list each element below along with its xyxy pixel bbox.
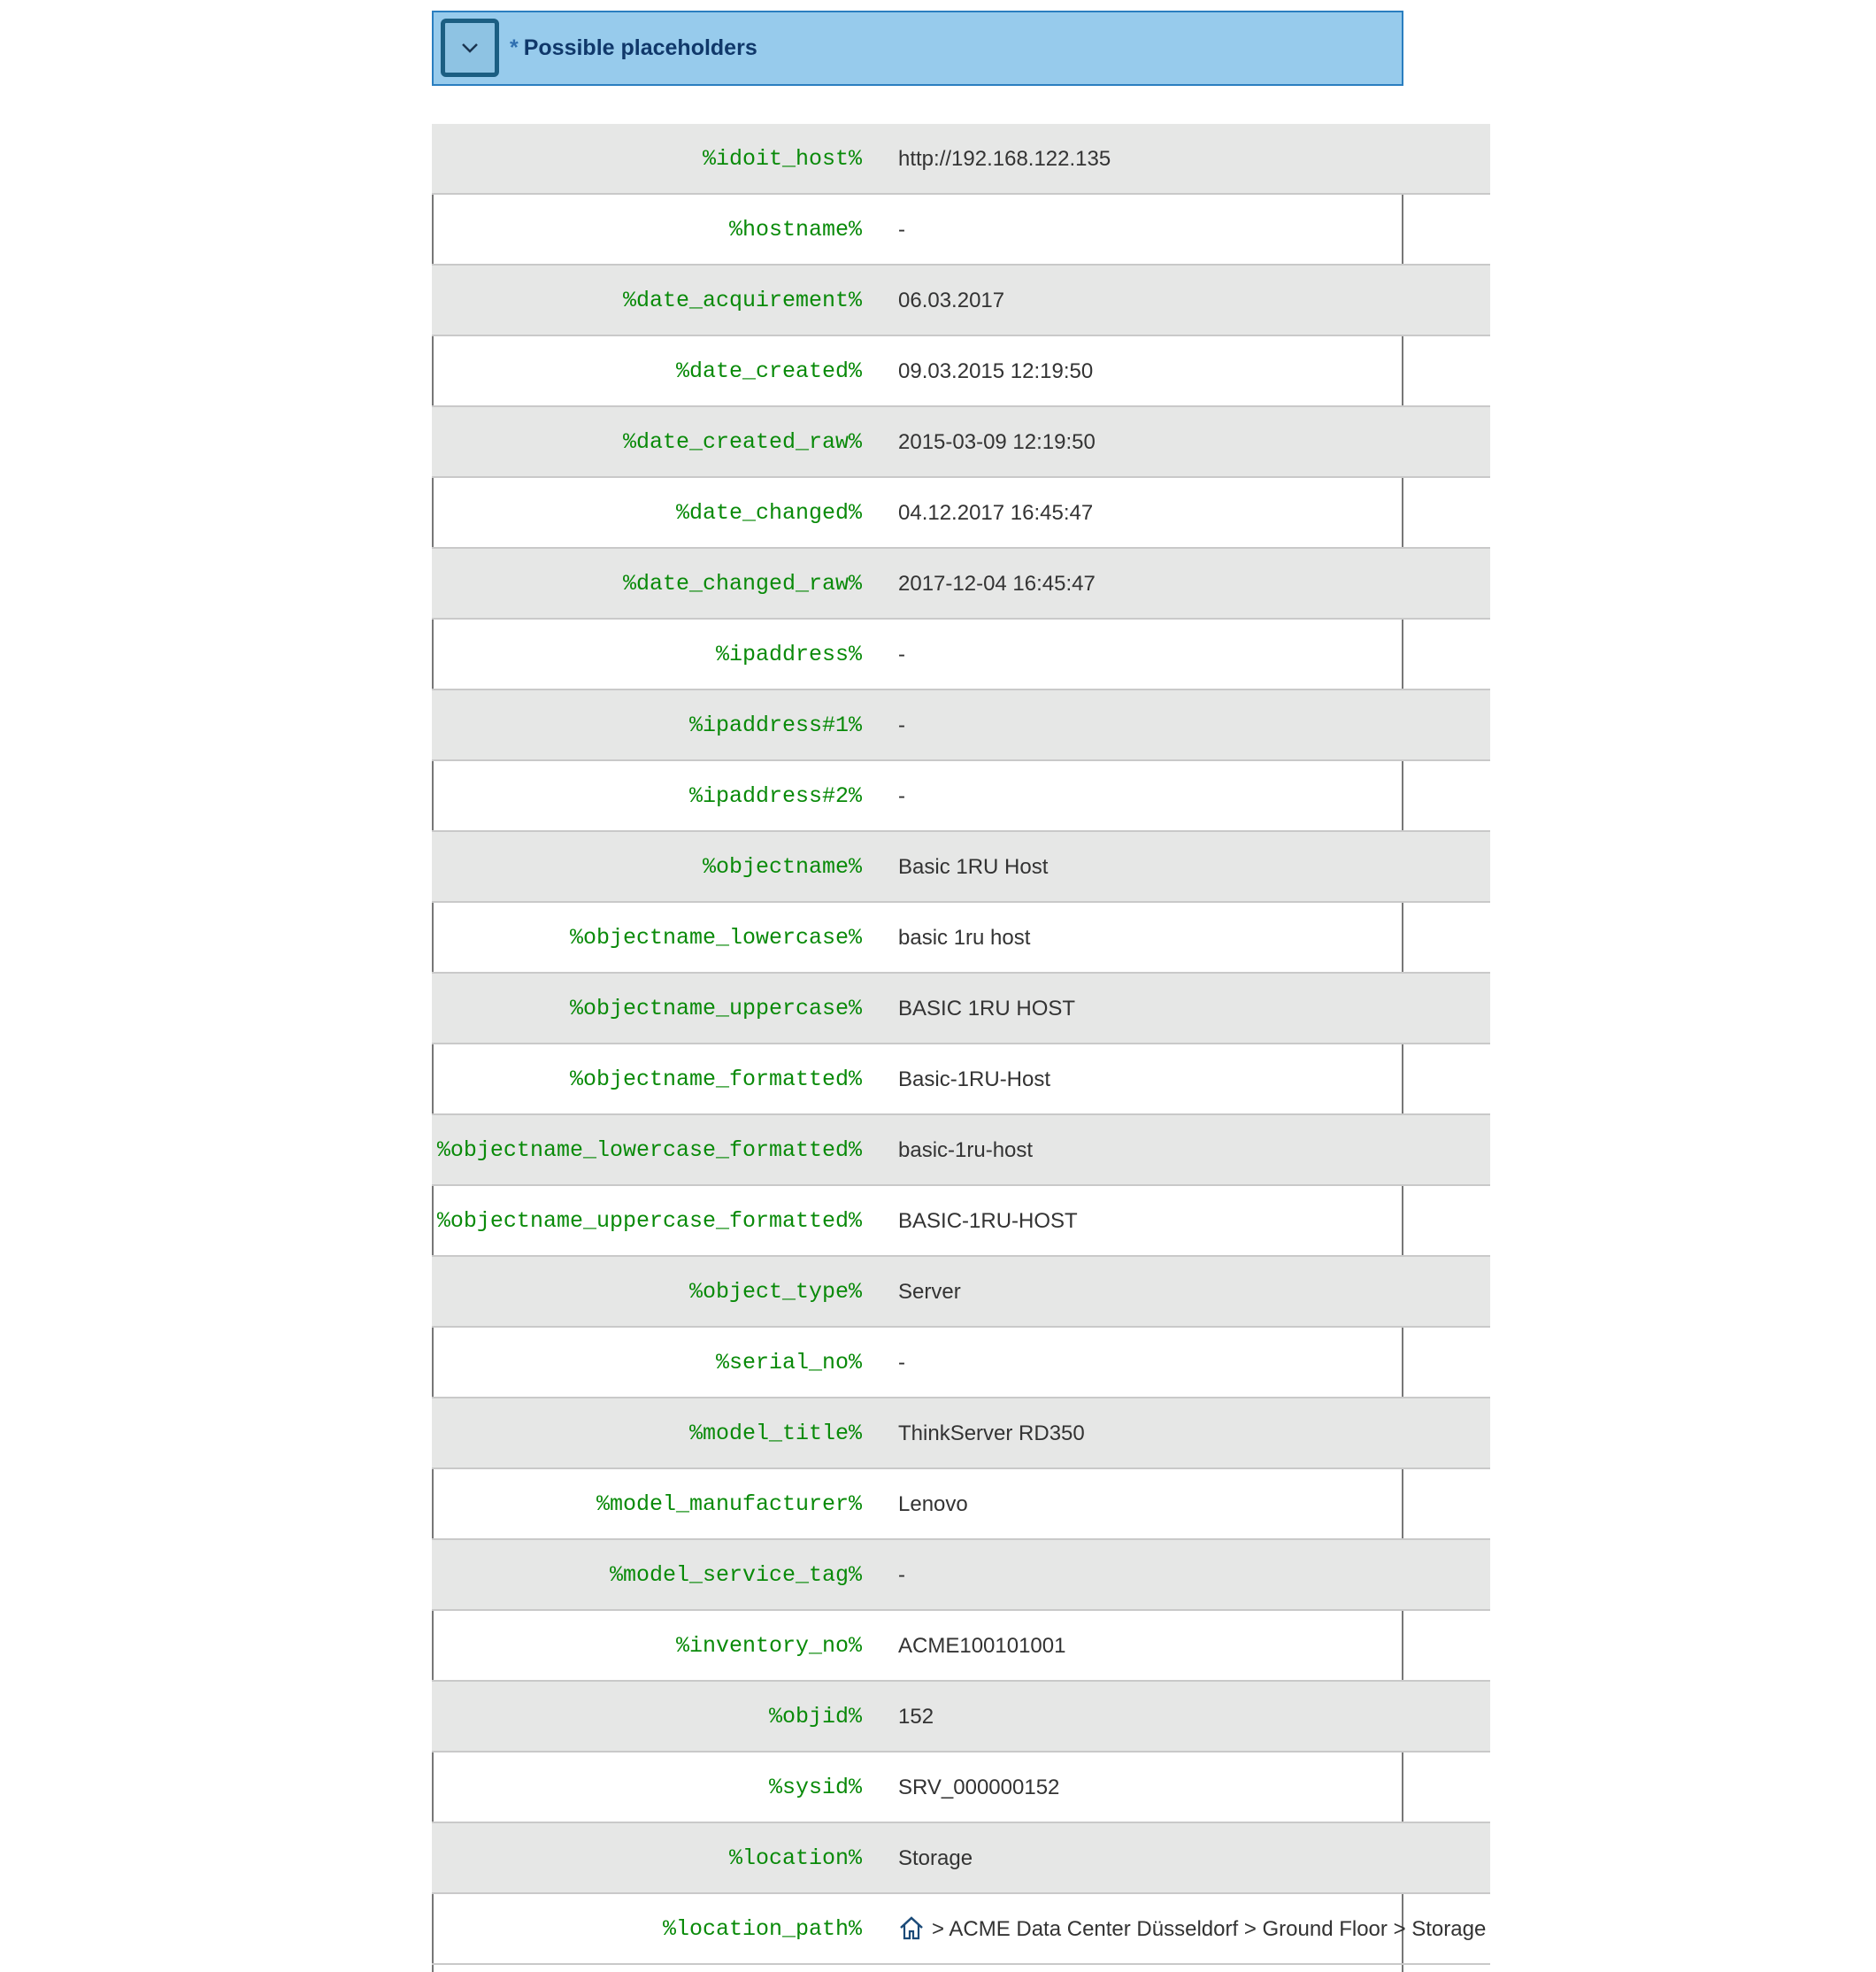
placeholder-key: %objectname_lowercase_formatted% [436, 1137, 862, 1163]
placeholder-value [898, 124, 1111, 195]
placeholder-key: %idoit_host% [702, 146, 862, 172]
placeholder-value [898, 1823, 973, 1894]
placeholder-value [898, 1257, 961, 1328]
placeholder-value [898, 620, 905, 690]
table-row [432, 1823, 1490, 1894]
placeholder-key: %model_service_tag% [609, 1562, 862, 1588]
placeholder-key: %objectname_lowercase% [569, 925, 862, 951]
placeholder-value-text: - [898, 713, 905, 737]
placeholder-value-text: http://192.168.122.135 [898, 147, 1111, 171]
placeholder-key: %date_created% [675, 358, 862, 384]
section-title-text: Possible placeholders [523, 35, 757, 60]
home-icon[interactable] [898, 1914, 925, 1941]
placeholder-table [432, 124, 1490, 1965]
placeholder-value [898, 195, 905, 266]
placeholder-key: %date_changed_raw% [622, 571, 862, 597]
table-row [432, 974, 1490, 1044]
placeholder-value-text: ACME100101001 [898, 1634, 1066, 1658]
placeholder-key: %object_type% [688, 1279, 862, 1305]
placeholder-value-text: Basic-1RU-Host [898, 1067, 1051, 1091]
table-row [432, 1115, 1490, 1186]
placeholder-value-text: - [898, 784, 905, 808]
placeholder-key: %sysid% [768, 1775, 862, 1800]
table-row [432, 620, 1490, 690]
placeholder-key: %date_created_raw% [622, 429, 862, 455]
placeholder-key: %serial_no% [715, 1350, 862, 1375]
placeholder-value-text: Lenovo [898, 1492, 968, 1516]
placeholder-value-text: BASIC-1RU-HOST [898, 1209, 1078, 1233]
placeholder-value-text: Server [898, 1280, 961, 1304]
placeholder-value [898, 1469, 968, 1540]
table-row [432, 1752, 1490, 1823]
placeholder-key: %ipaddress#2% [688, 783, 862, 809]
placeholder-value [898, 832, 1048, 903]
placeholder-value [898, 1328, 905, 1398]
table-row [432, 1328, 1490, 1398]
table-row [432, 478, 1490, 549]
placeholder-value-text: - [898, 643, 905, 666]
section-header [432, 11, 1403, 86]
placeholder-value-text: basic-1ru-host [898, 1138, 1034, 1162]
table-row [432, 903, 1490, 974]
placeholder-value-text: > ACME Data Center Düsseldorf > Ground Floor > Storage [932, 1917, 1487, 1941]
placeholder-value-text: BASIC 1RU HOST [898, 997, 1076, 1021]
table-row [432, 1469, 1490, 1540]
table-row [432, 761, 1490, 832]
table-row [432, 1398, 1490, 1469]
placeholder-value [898, 1044, 1050, 1115]
placeholder-value [898, 1894, 1486, 1965]
placeholder-value [898, 1186, 1078, 1257]
required-marker: * [510, 35, 519, 60]
table-row [432, 1186, 1490, 1257]
placeholder-key: %objectname_uppercase% [569, 996, 862, 1021]
placeholder-value [898, 690, 905, 761]
placeholder-key: %inventory_no% [675, 1633, 862, 1659]
placeholder-key: %location_path% [662, 1916, 862, 1942]
placeholder-key: %model_manufacturer% [596, 1491, 862, 1517]
table-row [432, 1611, 1490, 1682]
placeholder-value-text: basic 1ru host [898, 926, 1031, 950]
placeholder-value [898, 336, 1093, 407]
placeholder-key: %objectname_formatted% [569, 1067, 862, 1092]
table-row [432, 124, 1490, 195]
table-row [432, 407, 1490, 478]
placeholder-value-text: ThinkServer RD350 [898, 1421, 1085, 1445]
table-row [432, 195, 1490, 266]
placeholder-value [898, 478, 1093, 549]
placeholder-value [898, 1611, 1065, 1682]
placeholder-key: %date_acquirement% [622, 288, 862, 313]
table-row [432, 336, 1490, 407]
placeholder-key: %ipaddress% [715, 642, 862, 667]
placeholder-value-text: - [898, 218, 905, 242]
table-row [432, 1044, 1490, 1115]
table-row [432, 832, 1490, 903]
placeholder-value-text: 2015-03-09 12:19:50 [898, 430, 1096, 454]
placeholder-value [898, 549, 1096, 620]
section-title [510, 12, 757, 84]
table-row [432, 1257, 1490, 1328]
placeholder-value-text: 04.12.2017 16:45:47 [898, 501, 1094, 525]
placeholder-key: %location% [728, 1845, 862, 1871]
placeholder-value-text: Basic 1RU Host [898, 855, 1049, 879]
placeholder-key: %hostname% [728, 217, 862, 243]
table-row [432, 1894, 1490, 1965]
placeholder-value [898, 903, 1030, 974]
placeholder-value-text: Storage [898, 1846, 973, 1870]
placeholder-value [898, 1398, 1085, 1469]
placeholder-value [898, 1682, 934, 1752]
placeholder-value-text: 2017-12-04 16:45:47 [898, 572, 1096, 596]
placeholder-value-text: SRV_000000152 [898, 1776, 1060, 1799]
placeholder-key: %date_changed% [675, 500, 862, 526]
placeholder-value [898, 1540, 905, 1611]
placeholder-value-text: - [898, 1563, 905, 1587]
placeholder-value [898, 407, 1096, 478]
table-row [432, 690, 1490, 761]
placeholder-value [898, 1115, 1033, 1186]
table-row [432, 549, 1490, 620]
placeholder-key: %objid% [768, 1704, 862, 1729]
placeholder-key: %objectname_uppercase_formatted% [436, 1208, 862, 1234]
placeholder-value-text: - [898, 1351, 905, 1375]
placeholder-value [898, 1752, 1059, 1823]
placeholder-key: %objectname% [702, 854, 862, 880]
table-row [432, 1682, 1490, 1752]
collapse-toggle-button[interactable] [441, 19, 499, 77]
chevron-down-icon [460, 42, 480, 54]
placeholder-value [898, 761, 905, 832]
placeholder-value-text: 152 [898, 1705, 934, 1729]
placeholder-value-text: 06.03.2017 [898, 289, 1005, 312]
placeholder-value-text: 09.03.2015 12:19:50 [898, 359, 1094, 383]
placeholder-value [898, 266, 1004, 336]
placeholder-key: %model_title% [688, 1421, 862, 1446]
placeholder-value [898, 974, 1075, 1044]
table-row [432, 1540, 1490, 1611]
table-row [432, 266, 1490, 336]
placeholder-key: %ipaddress#1% [688, 713, 862, 738]
